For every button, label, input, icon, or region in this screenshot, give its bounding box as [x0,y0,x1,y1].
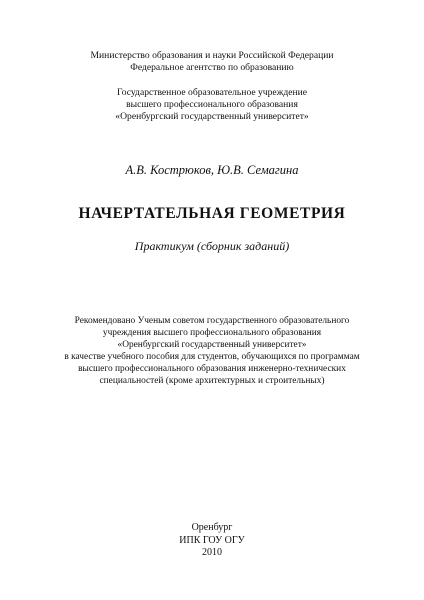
header-line: Министерство образования и науки Российской Федерации [90,50,334,61]
imprint-city: Оренбург [191,522,233,533]
recommendation-line: высшего профессионального образования инженерно-технических [78,363,346,374]
ministry-header [0,50,424,74]
institution-line: «Оренбургский государственный университет» [115,111,309,122]
book-subtitle: Практикум (сборник заданий) [134,239,290,253]
authors: А.В. Кострюков, Ю.В. Семагина [125,163,299,177]
header-line: Федеральное агентство по образованию [130,62,294,73]
recommendation-line: «Оренбургский государственный университет» [117,339,307,350]
imprint-year: 2010 [202,547,222,558]
book-title: НАЧЕРТАТЕЛЬНАЯ ГЕОМЕТРИЯ [78,205,346,222]
institution-block [0,87,424,123]
institution-line: высшего профессионального образования [126,99,298,110]
recommendation-block [0,316,424,387]
recommendation-line: Рекомендовано Ученым советом государственного образовательного [74,316,350,326]
imprint [0,522,424,560]
recommendation-line: специальностей (кроме архитектурных и строительных) [99,375,325,386]
institution-line: Государственное образовательное учреждение [117,87,307,98]
recommendation-line: в качестве учебного пособия для студентов, обучающихся по программам [64,351,360,362]
recommendation-line: учреждения высшего профессионального образования [102,327,322,338]
imprint-publisher: ИПК ГОУ ОГУ [179,534,245,546]
